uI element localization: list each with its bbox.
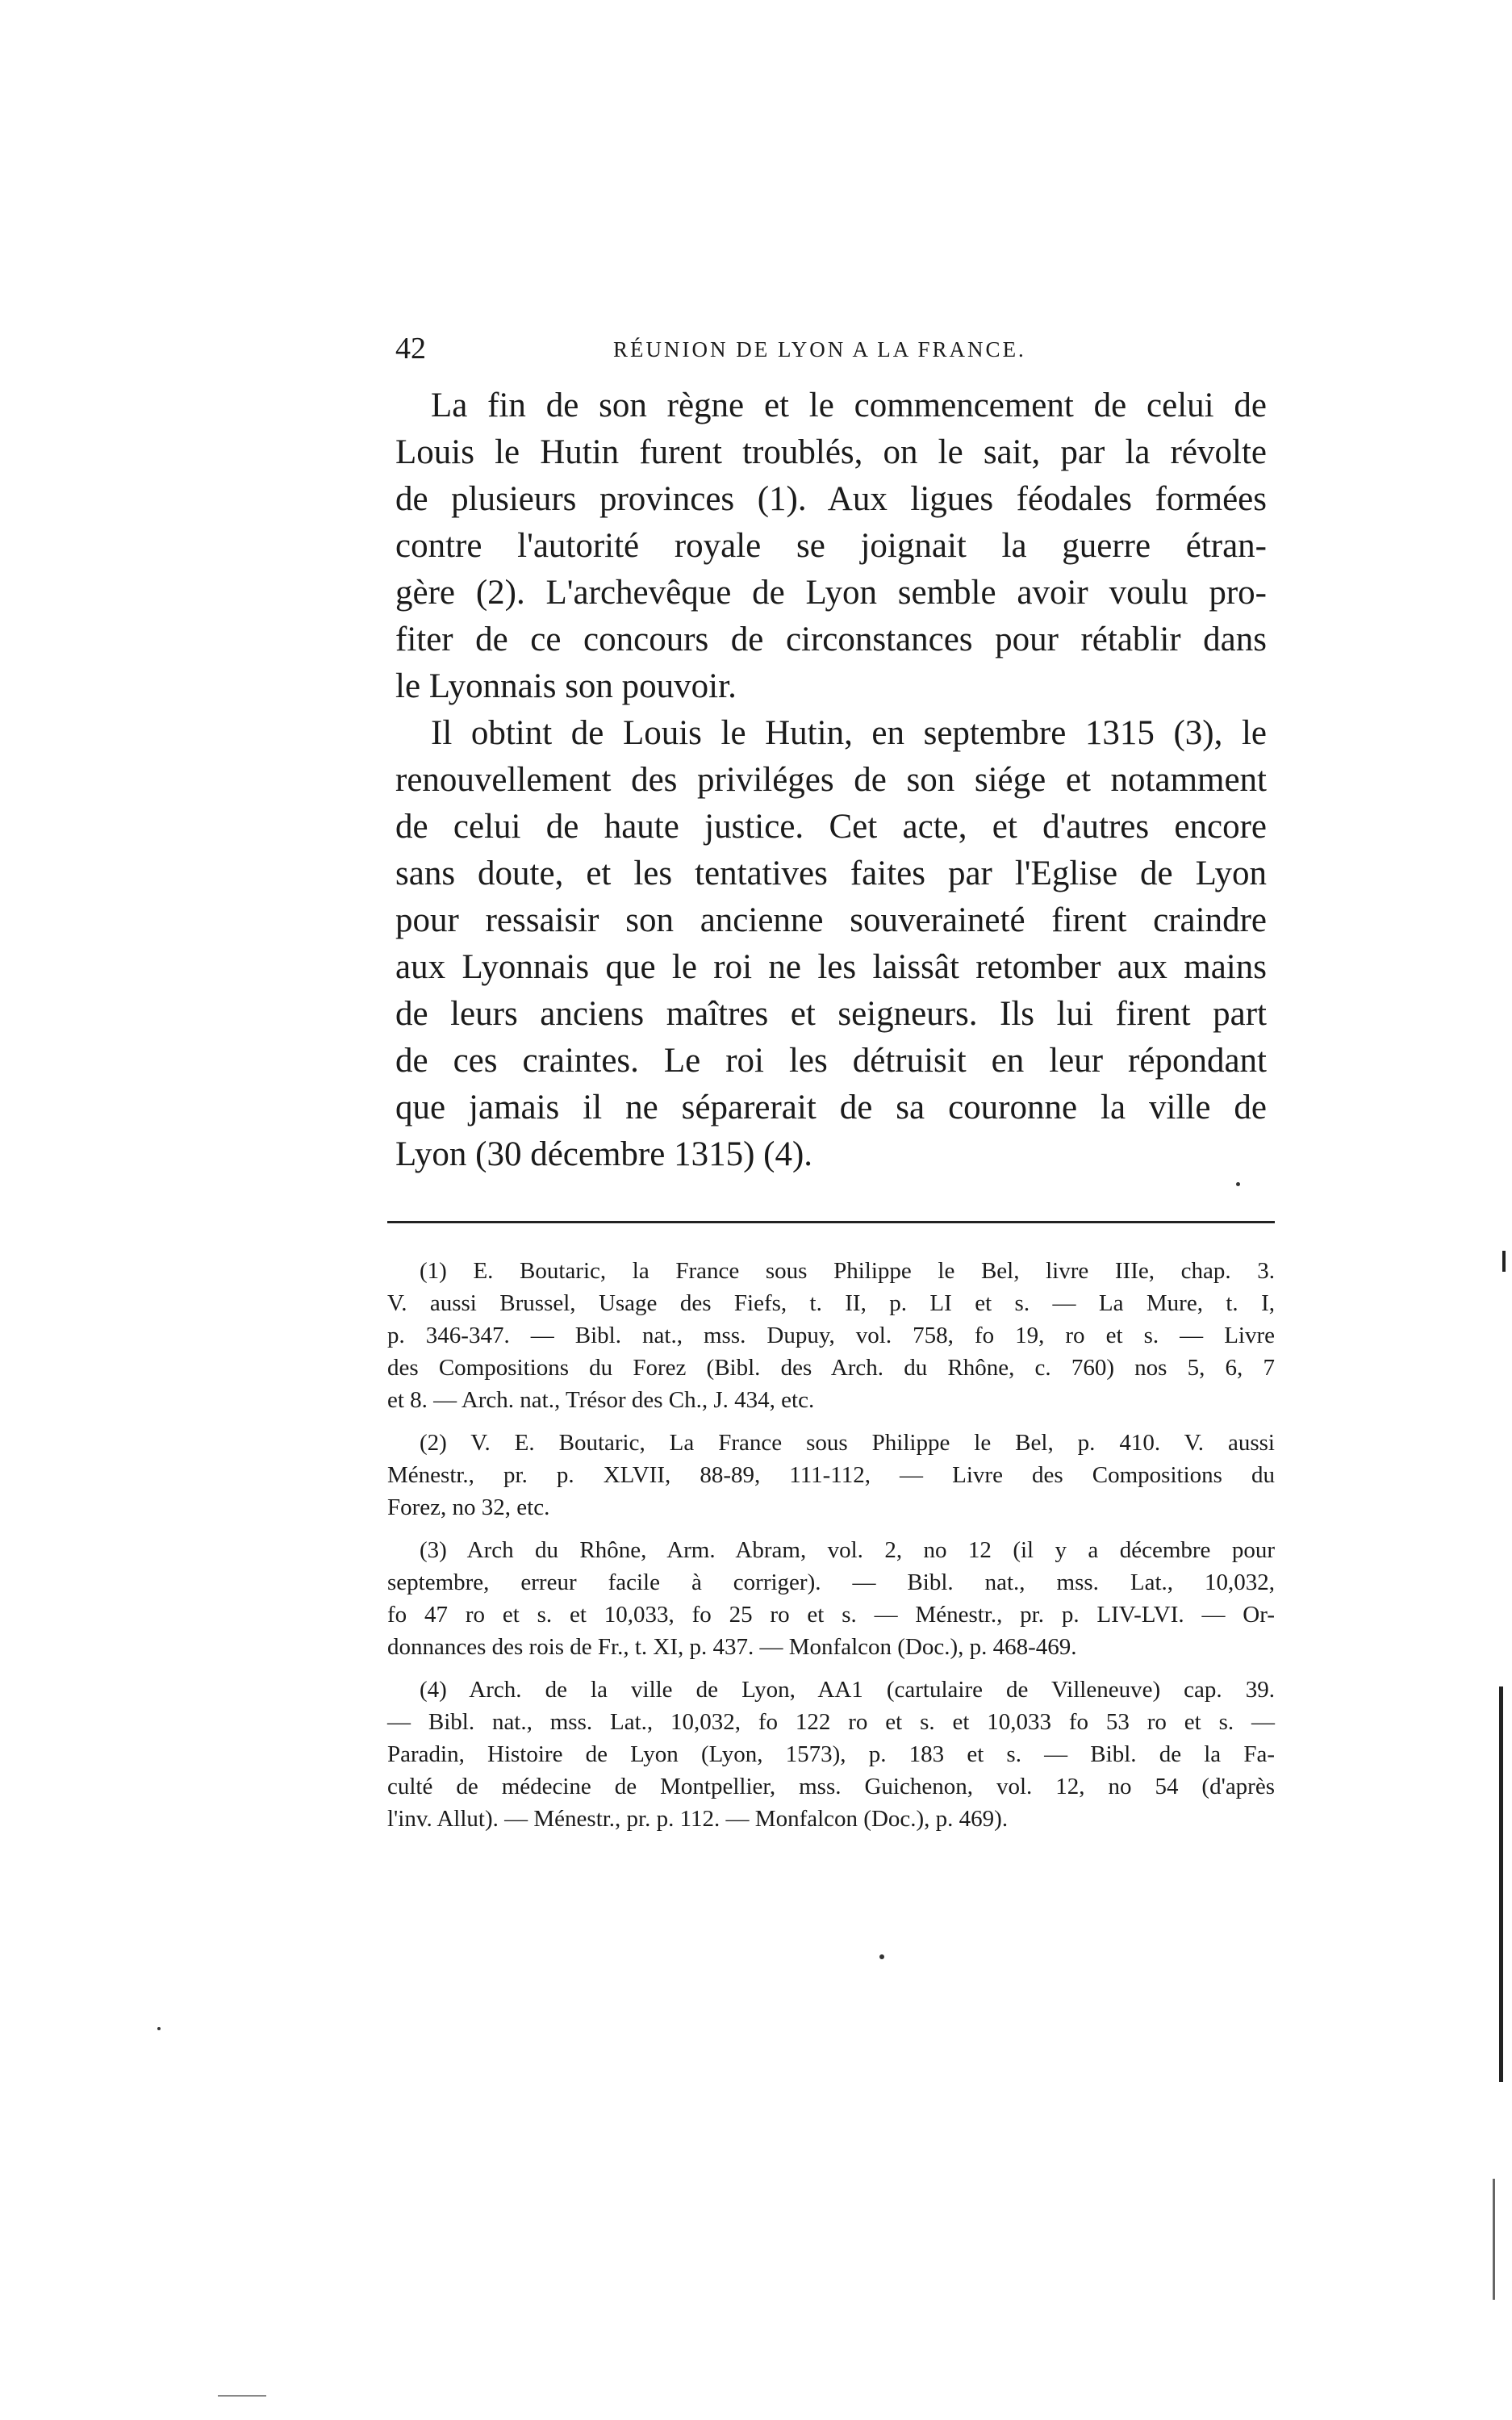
footnote-4 — [387, 1674, 1275, 1835]
text-line: sans doute, et les tentatives faites par l'Eglise de Lyon — [395, 855, 1267, 892]
text-line: de leurs anciens maîtres et seigneurs. Ils lui firent part — [395, 995, 1267, 1033]
footnote-rule — [387, 1221, 1275, 1223]
text-line: Lyon (30 décembre 1315) (4). — [395, 1135, 813, 1173]
text-line: Il obtint de Louis le Hutin, en septembre 1315 (3), le — [431, 714, 1267, 752]
footnote-line: l'inv. Allut). — Ménestr., pr. p. 112. — Monfalcon (Doc.), p. 469). — [387, 1806, 1009, 1832]
footnote-line: Paradin, Histoire de Lyon (Lyon, 1573), p. 183 et s. — Bibl. de la Fa- — [387, 1741, 1275, 1767]
text-line: aux Lyonnais que le roi ne les laissât retomber aux mains — [395, 948, 1267, 986]
footnote-line: septembre, erreur facile à corriger). — Bibl. nat., mss. Lat., 10,032, — [387, 1569, 1275, 1595]
text-line: fiter de ce concours de circonstances pour rétablir dans — [395, 621, 1267, 658]
footnote-line: (4) Arch. de la ville de Lyon, AA1 (cartulaire de Villeneuve) cap. 39. — [420, 1677, 1275, 1703]
footnote-line: Ménestr., pr. p. XLVII, 88-89, 111-112, — Livre des Compositions du — [387, 1462, 1275, 1488]
text-line: de celui de haute justice. Cet acte, et d'autres encore — [395, 808, 1267, 846]
text-line: contre l'autorité royale se joignait la guerre étran- — [395, 527, 1267, 565]
paragraph — [395, 710, 1267, 1178]
scan-edge-mark — [1493, 2179, 1495, 2300]
footnotes — [387, 1255, 1275, 1845]
text-line: renouvellement des priviléges de son siége et notamment — [395, 761, 1267, 799]
scan-speck — [157, 2027, 161, 2030]
page-number: 42 — [395, 332, 426, 366]
footnote-line: (3) Arch du Rhône, Arm. Abram, vol. 2, no 12 (il y a décembre pour — [420, 1537, 1275, 1563]
scan-edge-mark — [1502, 1251, 1506, 1272]
footnote-line: et 8. — Arch. nat., Trésor des Ch., J. 434, etc. — [387, 1387, 815, 1413]
footnote-2 — [387, 1427, 1275, 1523]
text-line: de plusieurs provinces (1). Aux ligues féodales formées — [395, 480, 1267, 518]
footnote-line: (1) E. Boutaric, la France sous Philippe le Bel, livre IIIe, chap. 3. — [420, 1258, 1275, 1284]
paragraph — [395, 382, 1267, 710]
text-line: le Lyonnais son pouvoir. — [395, 667, 737, 705]
footnote-line: donnances des rois de Fr., t. XI, p. 437. — Monfalcon (Doc.), p. 468-469. — [387, 1634, 1077, 1660]
running-title: RÉUNION DE LYON A LA FRANCE. — [613, 337, 1026, 362]
text-line: gère (2). L'archevêque de Lyon semble avoir voulu pro- — [395, 574, 1267, 612]
main-text — [395, 382, 1267, 1178]
text-line: de ces craintes. Le roi les détruisit en leur répondant — [395, 1042, 1267, 1080]
scan-edge-mark — [1499, 1686, 1503, 2082]
footnote-line: V. aussi Brussel, Usage des Fiefs, t. II, p. LI et s. — La Mure, t. I, — [387, 1290, 1275, 1316]
scan-speck — [879, 1954, 884, 1959]
footnote-3 — [387, 1534, 1275, 1663]
footnote-1 — [387, 1255, 1275, 1416]
footnote-line: culté de médecine de Montpellier, mss. Guichenon, vol. 12, no 54 (d'après — [387, 1774, 1275, 1799]
text-line: Louis le Hutin furent troublés, on le sait, par la révolte — [395, 433, 1267, 471]
scan-speck — [1236, 1182, 1240, 1186]
text-line: pour ressaisir son ancienne souveraineté firent craindre — [395, 901, 1267, 939]
footnote-line: p. 346-347. — Bibl. nat., mss. Dupuy, vol. 758, fo 19, ro et s. — Livre — [387, 1323, 1275, 1348]
text-line: que jamais il ne séparerait de sa couronne la ville de — [395, 1089, 1267, 1126]
scan-edge-mark — [218, 2395, 266, 2397]
footnote-line: fo 47 ro et s. et 10,033, fo 25 ro et s. — Ménestr., pr. p. LIV-LVI. — Or- — [387, 1602, 1275, 1628]
footnote-line: — Bibl. nat., mss. Lat., 10,032, fo 122 ro et s. et 10,033 fo 53 ro et s. — — [387, 1709, 1275, 1735]
footnote-line: Forez, no 32, etc. — [387, 1494, 550, 1520]
text-line: La fin de son règne et le commencement de celui de — [431, 387, 1267, 424]
footnote-line: (2) V. E. Boutaric, La France sous Philippe le Bel, p. 410. V. aussi — [420, 1430, 1275, 1456]
page-header — [395, 331, 1267, 371]
footnote-line: des Compositions du Forez (Bibl. des Arch. du Rhône, c. 760) nos 5, 6, 7 — [387, 1355, 1275, 1381]
